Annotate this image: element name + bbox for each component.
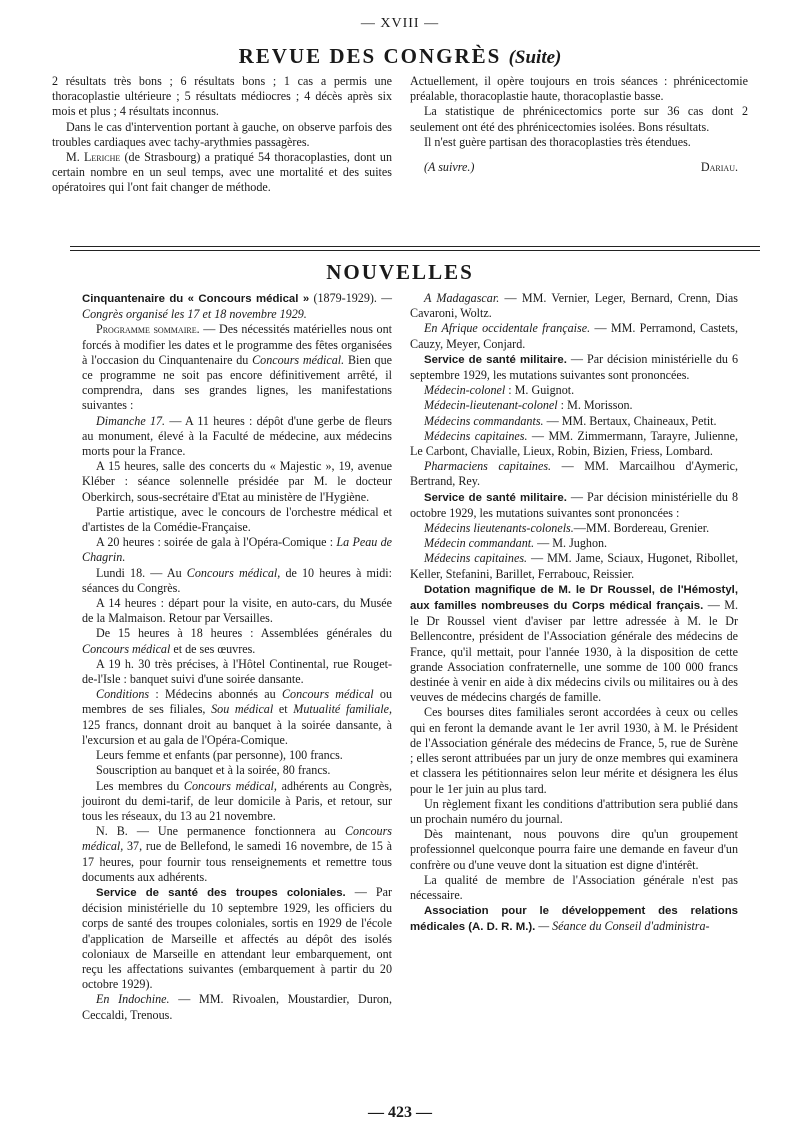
paragraph — [82, 322, 392, 413]
paragraph-text: 125 francs, donnant droit au banquet à la soirée dansante, à l'excursion et au gala de l'Opéra-Comique. — [82, 717, 392, 747]
paragraph — [410, 321, 738, 351]
paragraph-italic: Médecins capitaines. — [424, 428, 528, 443]
paragraph-italic: Concours médical, — [183, 778, 277, 793]
paragraph — [410, 582, 738, 706]
article-author: Dariau. — [700, 160, 738, 175]
news-heading: Service de santé militaire. — [424, 491, 567, 504]
paragraph: Partie artistique, avec le concours de l'orchestre médical et d'artistes de la Comédie-Française. — [82, 504, 392, 535]
paragraph: La statistique de phrénicectomics porte sur 36 cas dont 2 seulement ont été des phrénicectomies isolées. Bons résultats. — [410, 104, 748, 134]
paragraph: A 15 heures, salle des concerts du « Majestic », 19, avenue Kléber : séance solennelle présidée par M. le docteur Oberkirch, sous-secrétaire d'Etat au ministère de l'Hygiène. — [82, 459, 392, 504]
paragraph-text: : M. Morisson. — [557, 398, 633, 413]
paragraph-text: adhérents au Congrès, jouiront du demi-tarif, de leur domicile à Paris, et retour, sur tous les réseaux, du 13 au 21 novembre. — [82, 778, 392, 823]
paragraph-italic: Concours médical — [281, 687, 374, 702]
paragraph-text: — Par décision ministérielle du 10 septembre 1929, les officiers du corps de santé des troupes coloniales, sortis en 1929 de l'école d'application de Marseille et affectés au dépôt des isolés coloniaux de Marseille en attendant leur embarquement, ont reçu les affectations suivantes (embarquement à partir du 20 octobre 1929). — [82, 884, 392, 992]
paragraph-text: — MM. Marcailhou d'Aymeric, Bertrand, Rey. — [410, 459, 738, 489]
paragraph-italic: Mutualité familiale, — [293, 702, 392, 717]
paragraph-text: : M. Guignot. — [505, 383, 575, 398]
paragraph: Ces bourses dites familiales seront accordées à ceux ou celles qui en feront la demande avant le 1er avril 1930, à M. le Président de l'Association générale des médecins de France, 5, rue de Surène ; elles seront attribuées par un jury de onze membres qui examinera et classera les pétitionnaires selon leur mérite et désignera les élus pour le 1er juin au plus tard. — [410, 705, 738, 796]
paragraph — [410, 383, 738, 398]
paragraph-italic: Pharmaciens capitaines. — [424, 459, 552, 474]
page-roman-numeral: — XVIII — — [360, 16, 440, 31]
paragraph — [82, 291, 392, 322]
paragraph-italic: Sou médical — [211, 702, 274, 717]
section-title-nouvelles: NOUVELLES — [326, 260, 474, 284]
paragraph-text: Bien que ce programme ne soit pas encore définitivement arrêté, il comprendra, dans ses grandes lignes, les manifestations suivantes : — [82, 352, 393, 413]
paragraph-text: — M. Jughon. — [534, 536, 608, 551]
paragraph-text: Lundi 18. — Au — [96, 565, 187, 580]
paragraph-italic: — Séance du Conseil d'administra- — [535, 919, 710, 934]
program-heading: Programme sommaire. — [96, 322, 200, 337]
news-heading: Association pour le développement des relations médicales (A. D. R. M.). — [410, 905, 738, 934]
paragraph — [52, 150, 392, 196]
paragraph — [82, 992, 392, 1022]
paragraph: Leurs femme et enfants (par personne), 100 francs. — [96, 748, 343, 763]
paragraph-italic: Concours médical — [82, 641, 171, 656]
paragraph — [410, 459, 738, 489]
paragraph — [82, 566, 392, 596]
paragraph — [82, 535, 392, 565]
person-name: M. Leriche — [66, 150, 121, 165]
paragraph — [410, 291, 738, 321]
paragraph-text: et de ses œuvres. — [170, 641, 256, 656]
paragraph — [82, 687, 392, 748]
paragraph-text: — M. le Dr Roussel vient d'aviser par lettre adressée à M. le Dr Bellencontre, président de l'Association générale des médecins de France, qu'il mettait, pour l'année 1930, à la disposition de cette grande Association confraternelle, une somme de 100 000 francs destinée à venir en aide à dix médecins civils ou militaires ou à des veuves de médecins chargés de famille. — [410, 598, 738, 705]
paragraph-italic: Médecin-lieutenant-colonel — [424, 398, 558, 413]
paragraph: Il n'est guère partisan des thoracoplasties très étendues. — [424, 134, 691, 149]
paragraph-text: — Par décision ministérielle du 8 octobre 1929, les mutations suivantes sont prononcées : — [410, 489, 738, 520]
paragraph-text: — MM. Rivoalen, Moustardier, Duron, Ceccaldi, Trenous. — [82, 992, 392, 1022]
paragraph-text: N. B. — Une permanence fonctionnera au — [96, 824, 345, 839]
paragraph-text: (1879-1929). — [309, 291, 377, 305]
paragraph-text: de 10 heures à midi: séances du Congrès. — [82, 565, 392, 595]
paragraph: Actuellement, il opère toujours en trois séances : phrénicectomie préalable, thoracoplastie haute, thoracoplastie basse. — [410, 74, 748, 104]
paragraph-text: — MM. Vernier, Leger, Bernard, Crenn, Dias Cavaroni, Woltz. — [410, 291, 739, 321]
paragraph — [410, 536, 738, 551]
paragraph-text: Les membres du — [96, 778, 184, 793]
paragraph — [410, 490, 738, 521]
paragraph-italic: A Madagascar. — [424, 291, 500, 305]
paragraph — [410, 903, 738, 935]
paragraph — [410, 521, 738, 536]
nouvelles-right-column — [410, 291, 738, 936]
paragraph-text: — Par décision ministérielle du 6 septembre 1929, les mutations suivantes sont prononcées. — [410, 351, 738, 383]
day-label: Dimanche 17. — [96, 413, 166, 428]
to-be-continued: (A suivre.) — [424, 160, 475, 175]
paragraph-text: : Médecins abonnés au — [149, 687, 282, 702]
paragraph-text: et — [273, 702, 294, 717]
section-divider-thin — [70, 250, 760, 251]
paragraph-text: — A 11 heures : dépôt d'une gerbe de fleurs au monument, élevé à la Faculté de médecine, aux médecins morts pour la France. — [82, 413, 392, 459]
section-divider — [70, 246, 760, 247]
paragraph-italic: Médecin commandant. — [424, 536, 535, 551]
paragraph-italic: En Indochine. — [96, 992, 170, 1007]
paragraph-italic: La Peau de Chagrin. — [82, 535, 392, 565]
paragraph-italic: Médecins commandants. — [424, 413, 544, 428]
paragraph-italic: Concours médical. — [252, 352, 345, 367]
paragraph: La qualité de membre de l'Association générale n'est pas nécessaire. — [410, 872, 738, 902]
paragraph-text: — MM. Bertaux, Chaineaux, Petit. — [543, 413, 717, 428]
page-number: — 423 — — [368, 1104, 432, 1121]
paragraph: A 19 h. 30 très précises, à l'Hôtel Continental, rue Rouget-de-l'Isle : banquet suivi d'une soirée dansante. — [82, 656, 392, 687]
paragraph-text: — MM. Perramond, Castets, Cauzy, Meyer, Conjard. — [410, 321, 738, 351]
paragraph: Un règlement fixant les conditions d'attribution sera publié dans un prochain numéro du journal. — [410, 796, 738, 826]
section-title-revue — [0, 44, 800, 69]
conditions-label: Conditions — [96, 687, 150, 702]
paragraph — [82, 626, 392, 656]
news-subheading: — Congrès organisé les 17 et 18 novembre 1929. — [82, 291, 392, 322]
paragraph-italic: Médecin-colonel — [424, 383, 506, 398]
paragraph: Dès maintenant, nous pouvons dire qu'un groupement professionnel quelconque pourra faire une demande en faveur d'un confrère ou d'une veuve dont la situation est digne d'intérêt. — [410, 827, 738, 872]
paragraph — [82, 779, 392, 825]
paragraph-text: (de Strasbourg) a pratiqué 54 thoracoplasties, dont un certain nombre en un seul temps, avec une mortalité et des suites opératoires qui l'ont fait changer de méthode. — [52, 150, 392, 195]
paragraph-italic: Médecins capitaines. — [424, 551, 528, 566]
paragraph — [410, 551, 738, 581]
paragraph — [82, 885, 392, 992]
paragraph-text: —MM. Bordereau, Grenier. — [573, 521, 710, 536]
top-right-column — [410, 74, 748, 175]
news-heading: Cinquantenaire du « Concours médical » — [82, 293, 310, 305]
paragraph-text: De 15 heures à 18 heures : Assemblées générales du — [96, 626, 392, 641]
revue-title-text: REVUE DES CONGRÈS — [238, 44, 502, 68]
revue-title-suite: (Suite) — [508, 47, 562, 68]
paragraph: Souscription au banquet et à la soirée, 80 francs. — [96, 763, 331, 778]
paragraph — [82, 414, 392, 460]
paragraph-text: — Des nécessités matérielles nous ont forcés à modifier les dates et le programme des fêtes organisées à l'occasion du Cinquantenaire du — [82, 322, 392, 367]
nouvelles-left-column — [82, 291, 392, 1023]
to-be-continued-line — [410, 160, 748, 175]
paragraph-text: 37, rue de Bellefond, le samedi 16 novembre, de 15 à 17 heures, pour fournir tous renseignements et remettre tous documents aux adhérents. — [82, 839, 392, 884]
paragraph — [410, 398, 738, 413]
news-heading: Service de santé des troupes coloniales. — [96, 886, 346, 899]
news-heading: Service de santé militaire. — [424, 353, 567, 366]
top-left-column — [52, 74, 392, 196]
paragraph — [410, 429, 738, 459]
paragraph-italic: En Afrique occidentale française. — [424, 321, 591, 336]
paragraph-text: A 20 heures : soirée de gala à l'Opéra-Comique : — [96, 535, 337, 550]
paragraph-text: — MM. Zimmermann, Tarayre, Julienne, Le Carbont, Chavialle, Lieux, Robin, Bizien, Friess, Lombard. — [410, 428, 738, 459]
paragraph: A 14 heures : départ pour la visite, en auto-cars, du Musée de la Malmaison. Retour par Versailles. — [82, 596, 392, 626]
paragraph-italic: Concours médical, — [82, 824, 392, 854]
paragraph: 2 résultats très bons ; 6 résultats bons ; 1 cas a permis une thoracoplastie ultérieure ; 5 résultats médiocres ; 4 décès après six mois et plus ; 4 résultats inconnus. — [52, 74, 392, 119]
paragraph-text: — MM. Jame, Sciaux, Hugonet, Ribollet, Keller, Stefanini, Barillet, Ferrabouc, Reissier. — [410, 551, 738, 581]
paragraph — [410, 352, 738, 383]
paragraph — [410, 414, 738, 429]
paragraph: Dans le cas d'intervention portant à gauche, on observe parfois des troubles cardiaques avec tachy-arythmies passagères. — [52, 119, 392, 149]
paragraph — [82, 824, 392, 885]
paragraph-text: ou membres de ses filiales, — [82, 687, 392, 717]
paragraph-italic: Concours médical, — [186, 565, 281, 580]
news-heading: Dotation magnifique de M. le Dr Roussel, de l'Hémostyl, aux familles nombreuses du Corps médical français. — [410, 583, 738, 613]
paragraph-italic: Médecins lieutenants-colonels. — [424, 521, 574, 536]
